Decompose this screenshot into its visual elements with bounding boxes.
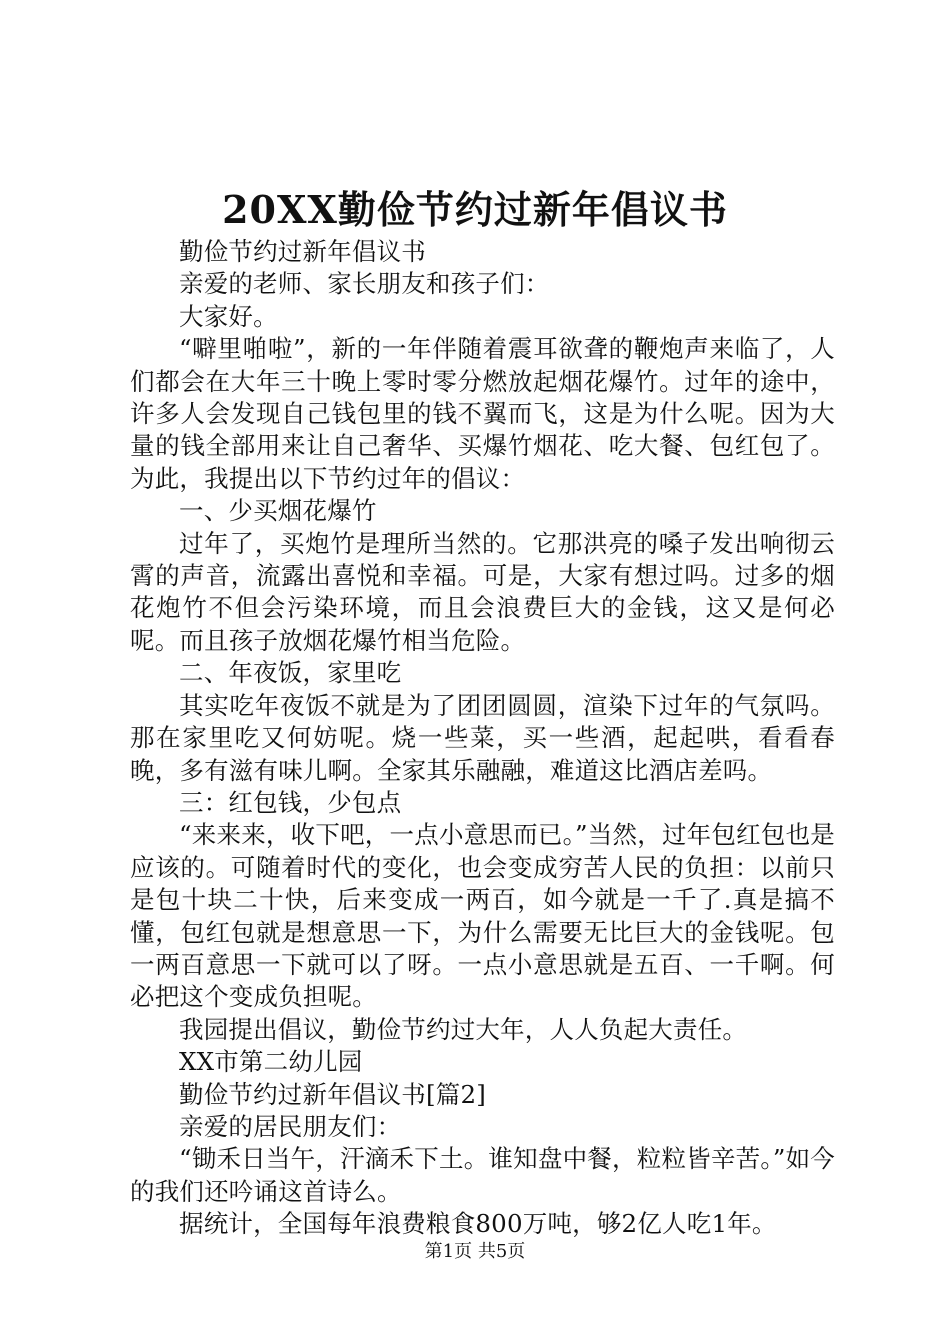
document-title: 20XX勤俭节约过新年倡议书 [222,187,728,232]
paragraph-signature: XX市第二幼儿园 [179,1047,363,1077]
section-heading-3: 三：红包钱，少包点 [179,787,402,817]
paragraph-salutation: 亲爱的老师、家长朋友和孩子们： [179,269,550,299]
paragraph-part2-salutation: 亲爱的居民朋友们： [179,1111,402,1141]
paragraph-statistics: 据统计，全国每年浪费粮食800万吨，够2亿人吃1年。 [179,1209,777,1239]
paragraph-section-1: 过年了，买炮竹是理所当然的。它那洪亮的嗓子发出响彻云霄的声音，流露出喜悦和幸福。可是，大家有想过吗。过多的烟花炮竹不但会污染环境，而且会浪费巨大的金钱，这又是何必呢。而且孩子放烟花爆竹相当危险。 [130,528,835,655]
paragraph-section-2: 其实吃年夜饭不就是为了团团圆圆，渲染下过年的气氛吗。那在家里吃又何妨呢。烧一些菜，买一些酒，起起哄，看看春晚，多有滋有味儿啊。全家其乐融融，难道这比酒店差吗。 [130,690,835,785]
paragraph-greeting: 大家好。 [179,301,278,331]
section-heading-2: 二、年夜饭，家里吃 [179,658,402,688]
paragraph-intro: “噼里啪啦”，新的一年伴随着震耳欲聋的鞭炮声来临了，人们都会在大年三十晚上零时零分燃放起烟花爆竹。过年的途中，许多人会发现自己钱包里的钱不翼而飞，这是为什么呢。因为大量的钱全部用来让自己奢华、买爆竹烟花、吃大餐、包红包了。为此，我提出以下节约过年的倡议： [130,334,835,493]
document-body [130,236,835,1241]
section-heading-1: 一、少买烟花爆竹 [179,496,377,526]
paragraph-poem: “锄禾日当午，汗滴禾下土。谁知盘中餐，粒粒皆辛苦。”如今的我们还吟诵这首诗么。 [130,1144,835,1206]
paragraph-closing: 我园提出倡议，勤俭节约过大年，人人负起大责任。 [179,1014,748,1044]
paragraph-section-3: “来来来，收下吧，一点小意思而已。”当然，过年包红包也是应该的。可随着时代的变化，也会变成穷苦人民的负担：以前只是包十块二十快，后来变成一两百，如今就是一千了.真是搞不懂，包红包就是想意思一下，为什么需要无比巨大的金钱呢。包一两百意思一下就可以了呀。一点小意思就是五百、一千啊。何必把这个变成负担呢。 [130,820,835,1012]
paragraph-part2-heading: 勤俭节约过新年倡议书[篇2] [179,1079,487,1109]
paragraph-heading: 勤俭节约过新年倡议书 [179,237,426,266]
page-footer: 第1页 共5页 [424,1241,526,1262]
